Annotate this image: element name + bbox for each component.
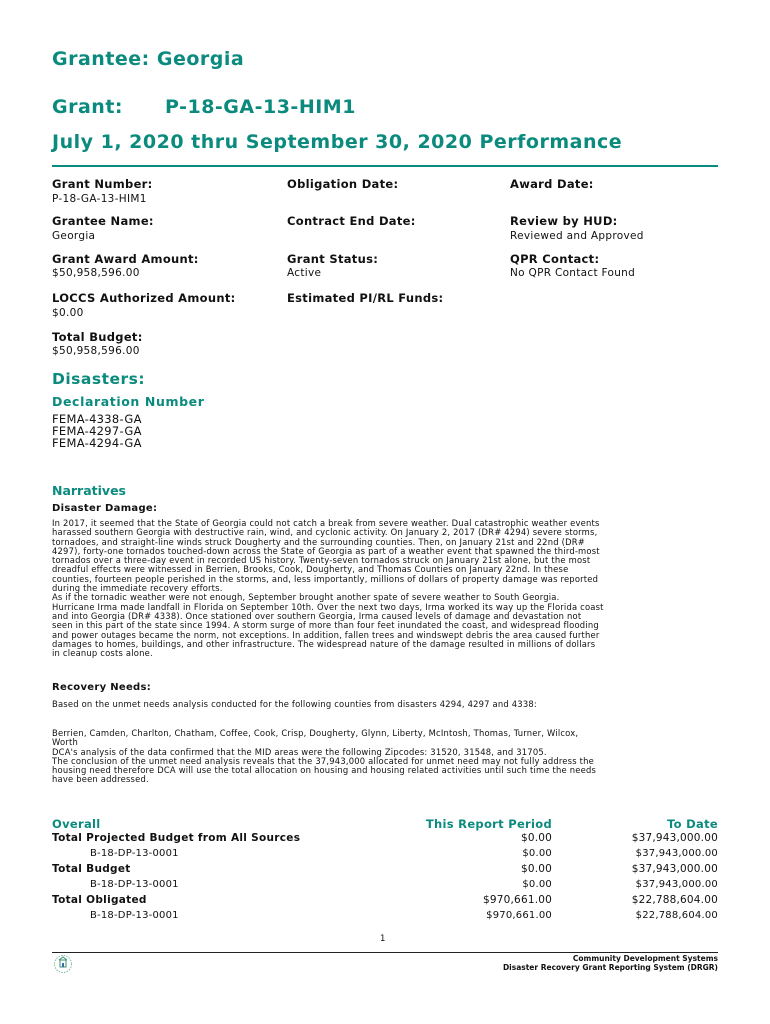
grant-status-value: Active (287, 267, 322, 279)
grant-label: Grant: (52, 96, 123, 118)
to-date-header: To Date (667, 817, 718, 831)
text-line: have been addressed. (52, 774, 149, 785)
table-cell-this-period: $0.00 (522, 848, 552, 859)
grant-id-heading: P-18-GA-13-HIM1 (165, 96, 356, 118)
text-line: Based on the unmet needs analysis conducted for the following counties from disasters 4294, 4297 and 4338: (52, 699, 537, 709)
page-number: 1 (380, 934, 386, 944)
text-line: counties, fourteen people perished in the storms, and, less importantly, millions of dollars of property damage was reported (52, 573, 599, 584)
footer-line-2: Disaster Recovery Grant Reporting System (DRGR) (502, 963, 718, 972)
hud-seal-icon (52, 954, 74, 978)
disaster-damage-text (52, 519, 712, 658)
text-line: damages to homes, buildings, and other infrastructure. The widespread nature of the damage resulted in millions of dollars (52, 638, 596, 649)
header-divider (52, 165, 718, 167)
text-line: In 2017, it seemed that the State of Georgia could not catch a break from severe weather. Dual catastrophic weather events (52, 518, 600, 528)
table-cell-to-date: $22,788,604.00 (631, 894, 718, 906)
declaration-item: FEMA-4297-GA (52, 424, 142, 438)
table-row-label: Total Projected Budget from All Sources (52, 832, 301, 844)
table-cell-this-period: $0.00 (522, 879, 552, 890)
table-cell-to-date: $37,943,000.00 (635, 848, 718, 859)
qpr-contact-label: QPR Contact: (510, 252, 600, 266)
table-cell-this-period: $970,661.00 (486, 910, 552, 921)
table-cell-to-date: $37,943,000.00 (635, 879, 718, 890)
declaration-number-header: Declaration Number (52, 394, 205, 409)
grant-award-amount-value: $50,958,596.00 (52, 267, 140, 279)
loccs-authorized-amount-value: $0.00 (52, 307, 84, 319)
table-row-label: Total Budget (52, 863, 131, 875)
table-cell-this-period: $970,661.00 (483, 894, 552, 906)
table-row-label: B-18-DP-13-0001 (90, 910, 179, 921)
table-cell-to-date: $37,943,000.00 (631, 863, 718, 875)
declaration-item: FEMA-4338-GA (52, 412, 142, 426)
table-row-label: B-18-DP-13-0001 (90, 848, 179, 859)
grantee-heading: Grantee: Georgia (52, 48, 245, 70)
disaster-damage-heading: Disaster Damage: (52, 503, 158, 514)
footer-line-1: Community Development Systems (572, 954, 718, 963)
text-line: Hurricane Irma made landfall in Florida on September 10th. Over the next two days, Irma worked its way up the Florida coast (52, 601, 604, 612)
grantee-name-label: Grantee Name: (52, 214, 154, 228)
text-line: DCA's analysis of the data confirmed that the MID areas were the following Zipcodes: 31520, 31548, and 31705. (52, 746, 547, 757)
review-by-hud-value: Reviewed and Approved (510, 230, 644, 242)
table-cell-this-period: $0.00 (520, 832, 552, 844)
text-line: housing need therefore DCA will use the total allocation on housing and housing related activities until such time the needs (52, 765, 597, 776)
loccs-authorized-amount-label: LOCCS Authorized Amount: (52, 291, 236, 305)
table-cell-this-period: $0.00 (520, 863, 552, 875)
total-budget-label: Total Budget: (52, 330, 143, 344)
table-cell-to-date: $22,788,604.00 (635, 910, 718, 921)
text-line: in cleanup costs alone. (52, 648, 153, 659)
grant-number-value: P-18-GA-13-HIM1 (52, 193, 147, 205)
performance-period-heading: July 1, 2020 thru September 30, 2020 Performance (52, 131, 623, 153)
text-line: harassed southern Georgia with destructive rain, wind, and cyclonic activity. On January 2, 2017 (DR# 4294) severe storms, (52, 527, 598, 538)
text-line: As if the tornadic weather were not enough, September brought another spate of severe weather to South Georgia. (52, 592, 560, 603)
obligation-date-label: Obligation Date: (287, 177, 399, 191)
contract-end-date-label: Contract End Date: (287, 214, 416, 228)
overall-header: Overall (52, 817, 101, 831)
text-line: seen in this part of the state since 1994. A storm surge of more than four feet inundated the coast, and widespread flooding (52, 620, 599, 631)
text-line: tornadoes, and straight-line winds struck Dougherty and the surrounding counties. Then, on January 21st and 22nd (DR# (52, 536, 585, 547)
text-line: and into Georgia (DR# 4338). Once stationed over southern Georgia, Irma caused levels of damage and devastation not (52, 610, 582, 621)
table-cell-to-date: $37,943,000.00 (631, 832, 718, 844)
estimated-pirl-funds-label: Estimated PI/RL Funds: (287, 291, 444, 305)
text-line: dreadful effects were witnessed in Berrien, Brooks, Cook, Dougherty, and Thomas Counties on January 22nd. In these (52, 564, 569, 575)
declaration-item: FEMA-4294-GA (52, 436, 142, 450)
this-report-period-header: This Report Period (425, 817, 552, 831)
text-line: tornados over a three-day event in recorded US history. Twenty-seven tornados struck on January 21st alone, but the most (52, 555, 591, 566)
grant-status-label: Grant Status: (287, 252, 379, 266)
text-line: Berrien, Camden, Charlton, Chatham, Coffee, Cook, Crisp, Dougherty, Glynn, Liberty, McIntosh, Thomas, Turner, Wilcox, (52, 728, 579, 738)
grant-award-amount-label: Grant Award Amount: (52, 252, 199, 266)
recovery-needs-text (52, 729, 712, 785)
text-line: and power outages became the norm, not exceptions. In addition, fallen trees and windswept debris the area caused further (52, 629, 600, 640)
qpr-contact-value: No QPR Contact Found (510, 267, 636, 279)
grant-number-label: Grant Number: (52, 177, 153, 191)
total-budget-value: $50,958,596.00 (52, 345, 140, 357)
review-by-hud-label: Review by HUD: (510, 214, 618, 228)
text-line: during the immediate recovery efforts. (52, 583, 223, 594)
footer-divider (52, 952, 718, 953)
text-line: The conclusion of the unmet need analysis reveals that the 37,943,000 allocated for unmet need may not fully address the (52, 755, 594, 766)
recovery-needs-intro (52, 700, 712, 709)
table-row-label: Total Obligated (52, 894, 147, 906)
narratives-heading: Narratives (52, 483, 126, 498)
text-line: 4297), forty-one tornados touched-down across the State of Georgia as part of a weather event that spawned the third-most (52, 545, 600, 556)
table-row-label: B-18-DP-13-0001 (90, 879, 179, 890)
grantee-name-value: Georgia (52, 230, 96, 242)
disasters-heading: Disasters: (52, 370, 146, 388)
award-date-label: Award Date: (510, 177, 594, 191)
recovery-needs-heading: Recovery Needs: (52, 682, 152, 693)
text-line: Worth (52, 737, 78, 748)
